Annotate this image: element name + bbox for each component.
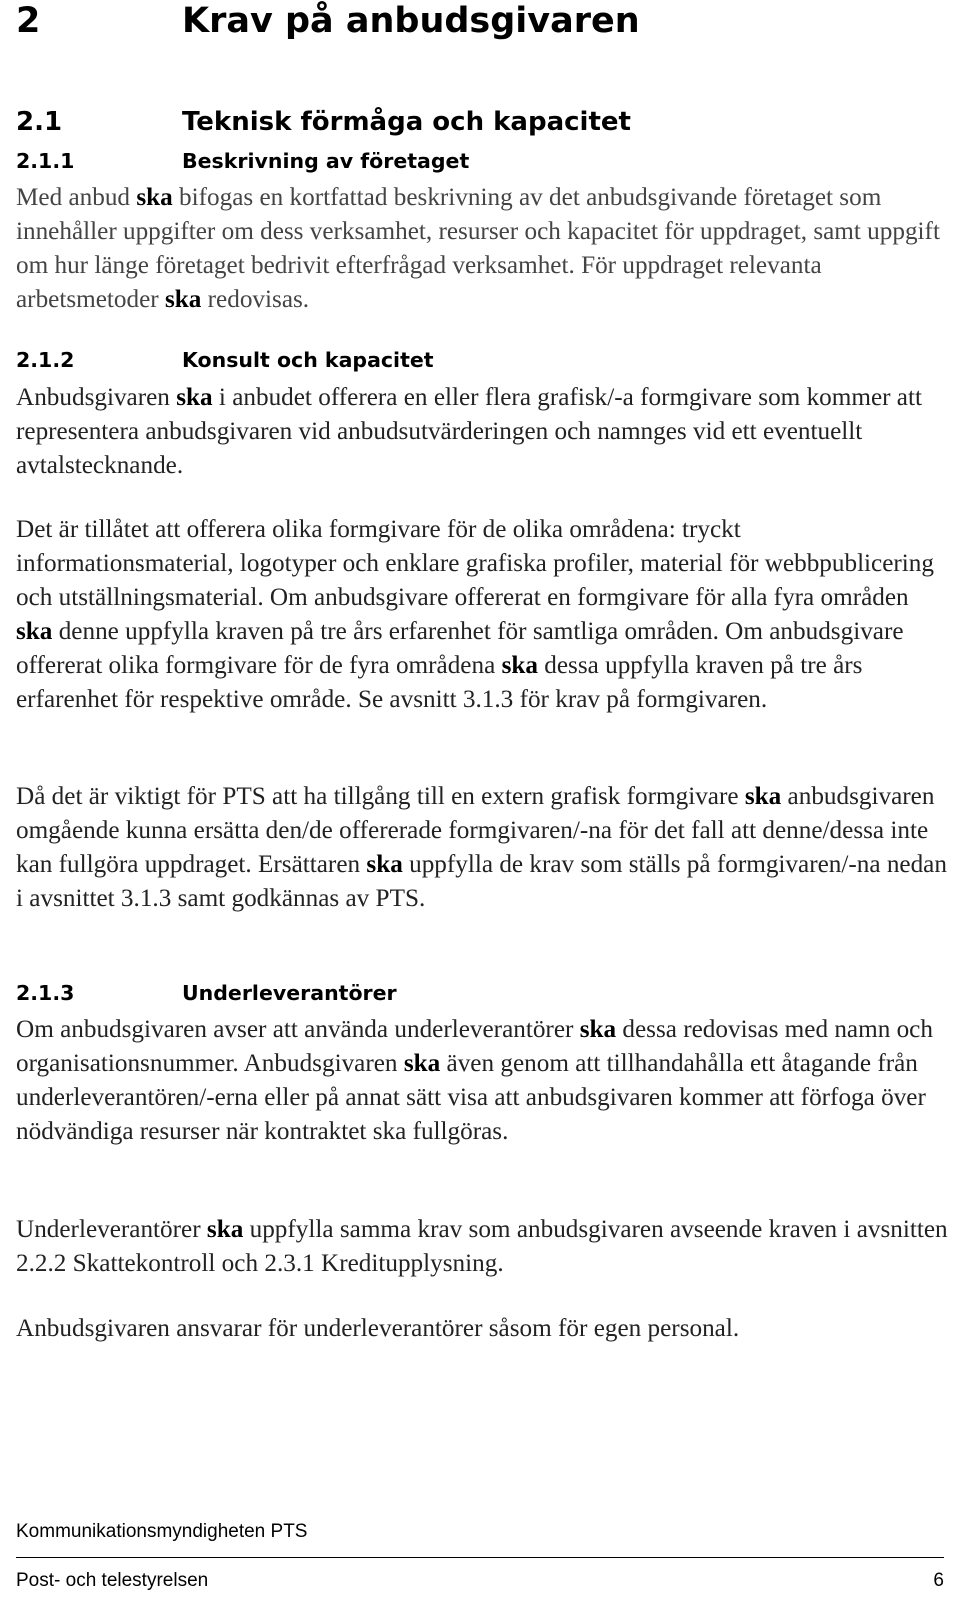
footer-divider bbox=[16, 1557, 944, 1558]
text-run: Då det är viktigt för PTS att ha tillgång till en extern grafisk formgivare bbox=[16, 783, 745, 810]
section-number: 2.1 bbox=[16, 107, 63, 137]
emphasis-ska: ska bbox=[136, 184, 173, 211]
footer-organization: Kommunikationsmyndigheten PTS bbox=[16, 1521, 308, 1542]
text-run: Underleverantörer bbox=[16, 1216, 207, 1243]
paragraph-replacement-designer bbox=[16, 780, 951, 916]
text-run: dessa uppfylla kraven på tre års erfarenhet för respektive område. Se avsnitt 3.1.3 för krav på formgivaren. bbox=[16, 652, 863, 713]
emphasis-ska: ska bbox=[403, 1050, 441, 1077]
emphasis-ska: ska bbox=[579, 1016, 617, 1043]
text-run: Det är tillåtet att offerera olika formgivare för de olika områdena: tryckt informationsmaterial, logotyper och enklare grafiska profiler, material för webbpublicering och utställningsmaterial. Om anbudsgivare offererat en formgivare för alla fyra områden bbox=[16, 516, 934, 611]
text-run: i anbudet offerera en eller flera grafisk/-a formgivare som kommer att representera anbudsgivaren vid anbudsutvärderingen och namnges vid ett eventuellt avtalstecknande. bbox=[16, 384, 922, 479]
text-run: anbudsgivaren omgående kunna ersätta den/de offererade formgivaren/-na för det fall att denne/dessa inte kan fullgöra uppdraget. Ersättaren bbox=[16, 783, 935, 878]
chapter-number: 2 bbox=[16, 1, 41, 41]
text-run: uppfylla samma krav som anbudsgivaren avseende kraven i avsnitten 2.2.2 Skattekontroll och 2.3.1 Kreditupplysning. bbox=[16, 1216, 948, 1277]
emphasis-ska: ska bbox=[501, 652, 538, 679]
emphasis-ska: ska bbox=[164, 286, 202, 313]
page-number: 6 bbox=[933, 1570, 944, 1591]
subsection-number: 2.1.1 bbox=[16, 149, 75, 173]
subsection-title: Konsult och kapacitet bbox=[182, 348, 434, 372]
text-run: Om anbudsgivaren avser att använda underleverantörer bbox=[16, 1016, 580, 1043]
paragraph-subcontractors bbox=[16, 1013, 951, 1149]
text-run: uppfylla de krav som ställs på formgivaren/-na nedan i avsnittet 3.1.3 samt godkännas av PTS. bbox=[16, 851, 947, 912]
text-run: bifogas en kortfattad beskrivning av det anbudsgivande företaget som innehåller uppgifter om dess verksamhet, resurser och kapacitet för uppdraget, samt uppgift om hur länge företaget bedrivit efterfrågad verksamhet. För uppdraget relevanta arbetsmetoder bbox=[16, 184, 940, 313]
text-run: dessa redovisas med namn och organisationsnummer. Anbudsgivaren bbox=[16, 1016, 933, 1077]
emphasis-ska: ska bbox=[206, 1216, 244, 1243]
footer-agency: Post- och telestyrelsen bbox=[16, 1570, 209, 1591]
text-run: denne uppfylla kraven på tre års erfarenhet för samtliga områden. Om anbudsgivare offererat olika formgivare för de fyra områdena bbox=[16, 618, 904, 679]
subsection-number: 2.1.3 bbox=[16, 981, 75, 1005]
section-title: Teknisk förmåga och kapacitet bbox=[182, 107, 631, 137]
text-run: redovisas. bbox=[201, 286, 310, 313]
emphasis-ska: ska bbox=[366, 851, 403, 878]
emphasis-ska: ska bbox=[16, 618, 53, 645]
subsection-title: Beskrivning av företaget bbox=[182, 149, 470, 173]
emphasis-ska: ska bbox=[744, 783, 782, 810]
paragraph-subcontractor-requirements bbox=[16, 1213, 951, 1281]
paragraph-consultant-offer bbox=[16, 381, 951, 483]
text-run: Med anbud bbox=[16, 184, 137, 211]
text-run: Anbudsgivaren bbox=[16, 384, 177, 411]
document-page bbox=[16, 0, 948, 1600]
chapter-title: Krav på anbudsgivaren bbox=[182, 1, 640, 41]
paragraph-company-description bbox=[16, 181, 951, 317]
paragraph-responsibility bbox=[16, 1312, 951, 1346]
paragraph-designer-areas bbox=[16, 513, 951, 717]
subsection-number: 2.1.2 bbox=[16, 348, 75, 372]
text-run: Anbudsgivaren ansvarar för underleverantörer såsom för egen personal. bbox=[16, 1315, 740, 1342]
subsection-title: Underleverantörer bbox=[182, 981, 397, 1005]
text-run: även genom att tillhandahålla ett åtagande från underleverantören/-erna eller på annat sätt visa att anbudsgivaren kommer att förfoga över nödvändiga resurser när kontraktet ska fullgöras. bbox=[16, 1050, 926, 1145]
emphasis-ska: ska bbox=[176, 384, 213, 411]
